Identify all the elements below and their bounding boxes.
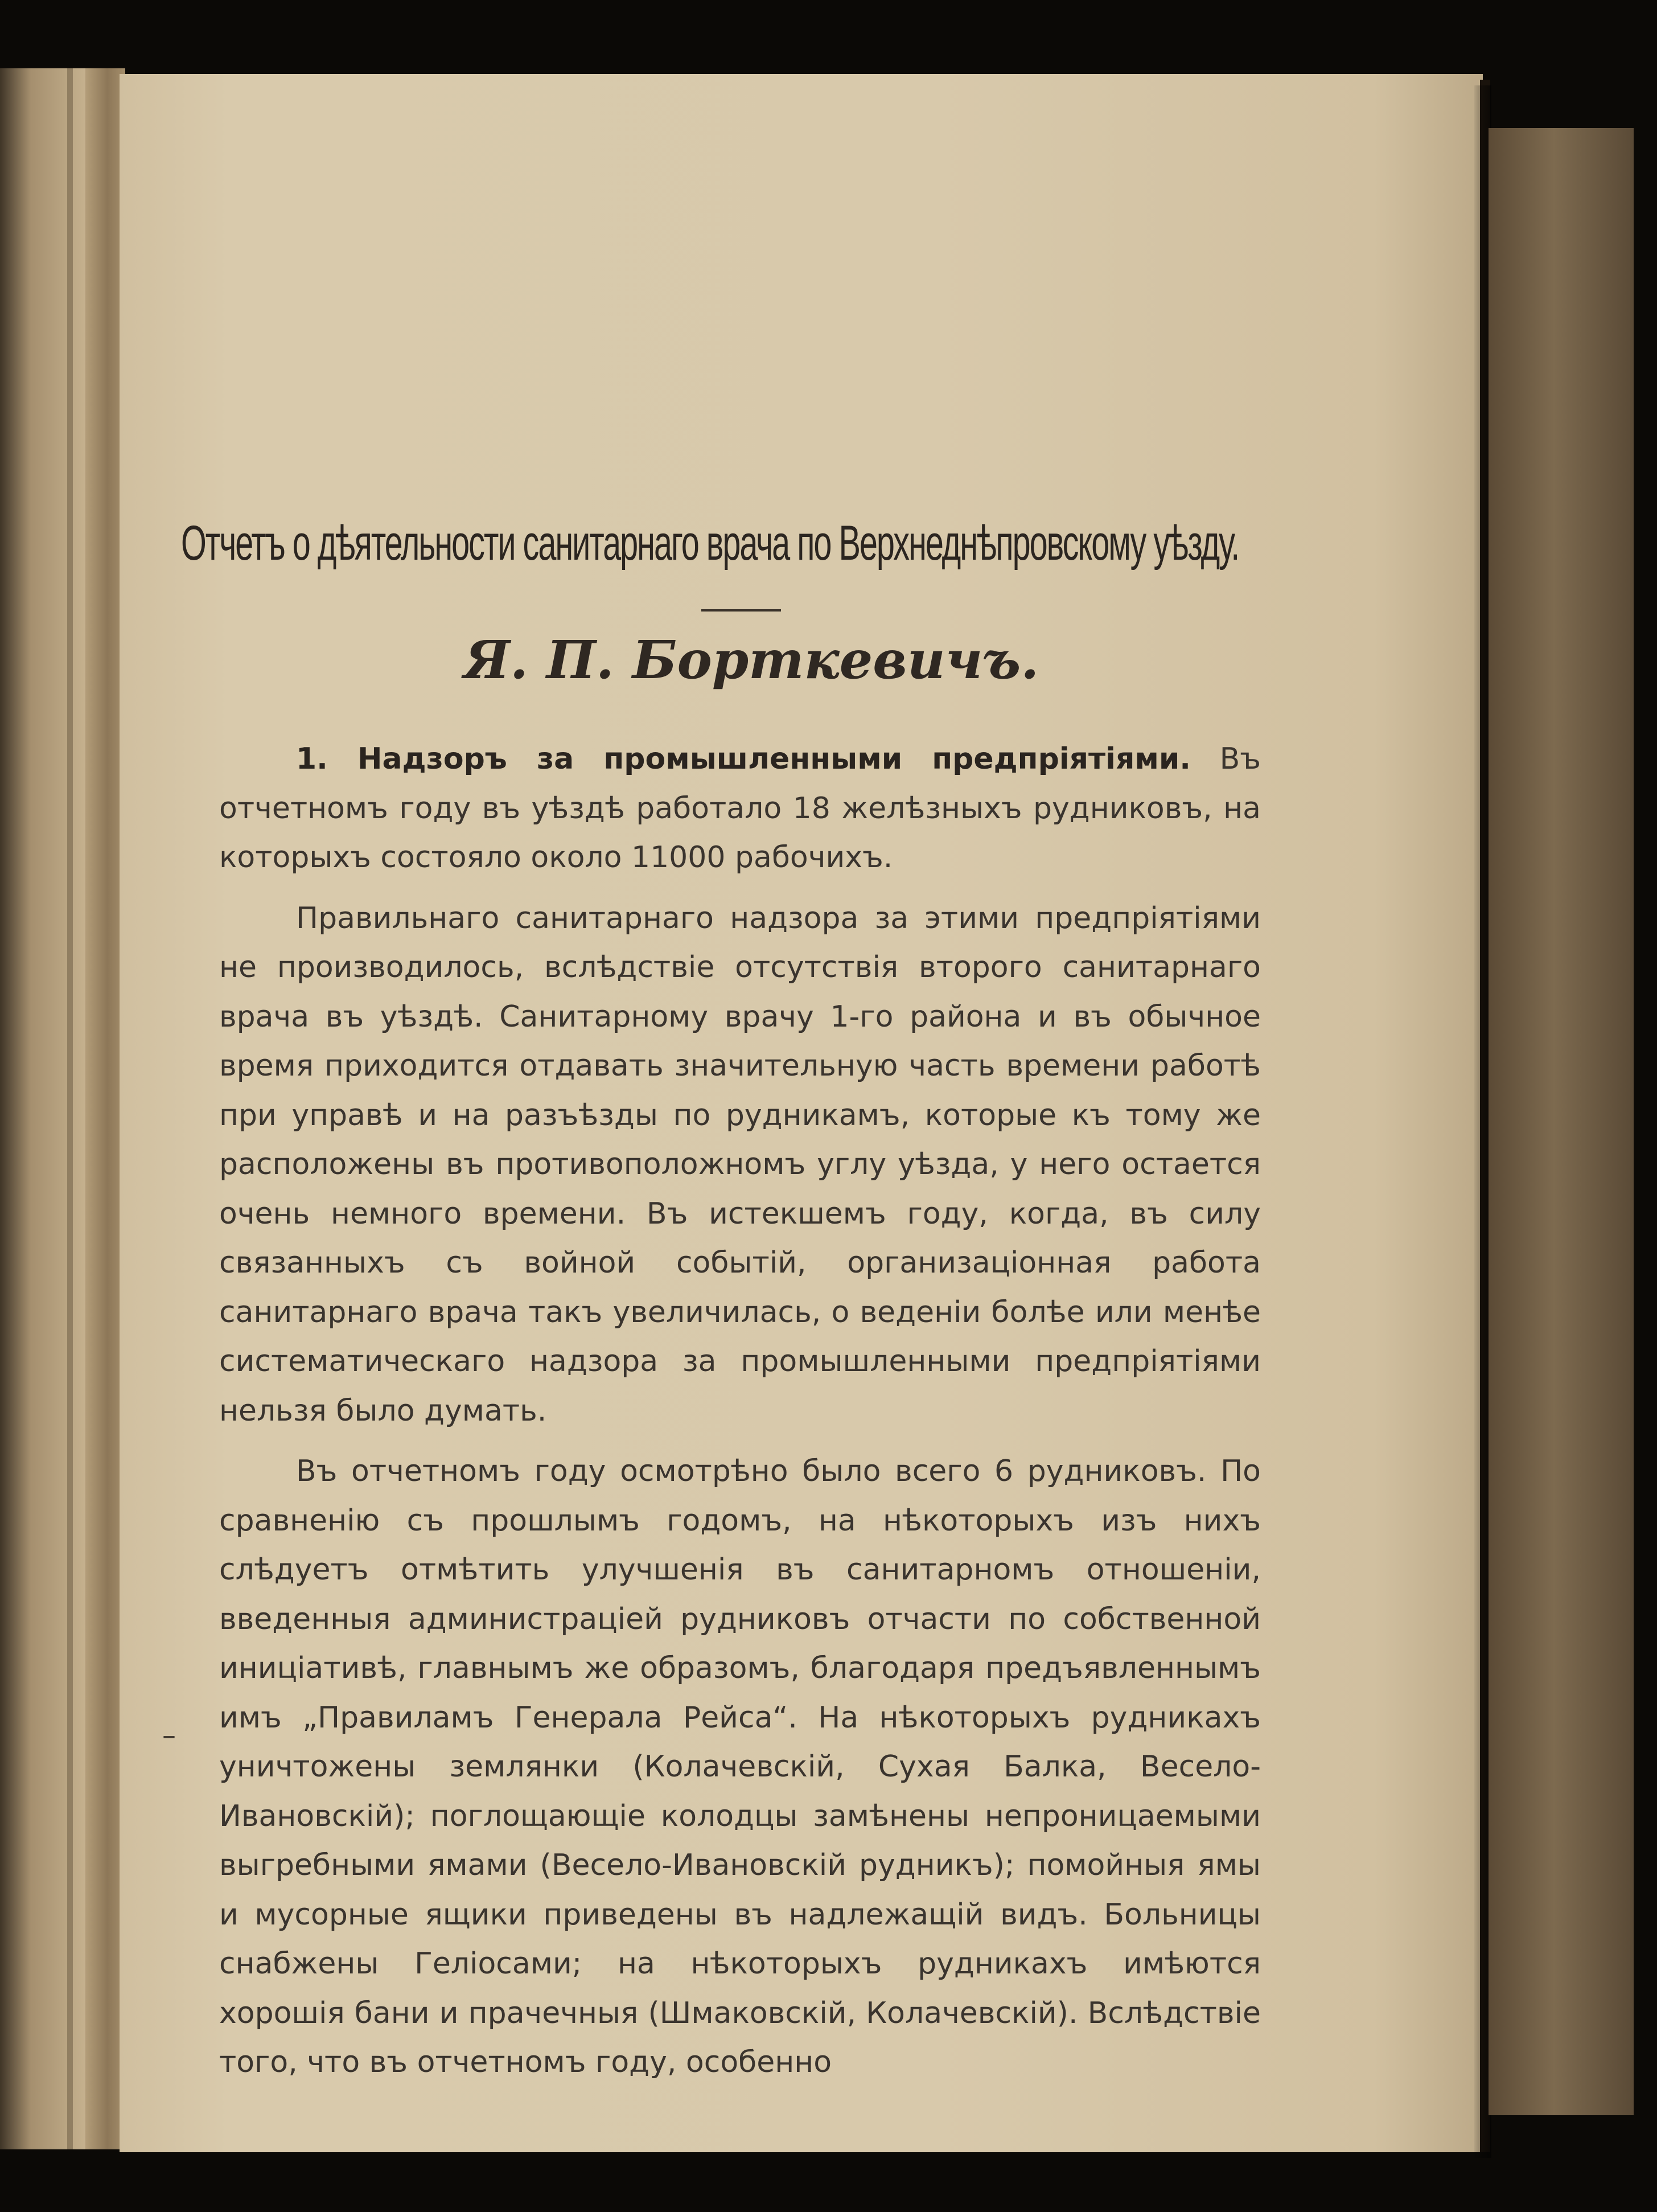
paragraph-3 (219, 1447, 1261, 2087)
right-page-stack (1489, 128, 1634, 2115)
paragraph-text: Въ отчетномъ году осмотрѣно было всего 6 рудниковъ. По сравненію съ прошлымъ годомъ, на нѣкоторыхъ изъ нихъ слѣдуетъ отмѣтить улучшенія въ санитарномъ отношеніи, введенныя администраціей рудниковъ отчасти по собственной иниціативѣ, главнымъ же образомъ, благодаря предъявленнымъ имъ „Правиламъ Генерала Рейса“. На нѣкоторыхъ рудникахъ уничтожены землянки (Колачевскій, Сухая Балка, Весело-Ивановскій); поглощающіе колодцы замѣнены непроницаемыми выгребными ямами (Весело-Ивановскій рудникъ); помойныя ямы и мусорные ящики приведены въ надлежащій видъ. Больницы снабжены Геліосами; на нѣкоторыхъ рудникахъ имѣются хорошія бани и прачечныя (Шмаковскій, Колачевскій). Вслѣдствіе того, что въ отчетномъ году, особенно (219, 1454, 1261, 2079)
margin-mark: – (162, 1719, 176, 1751)
paragraph-2 (219, 894, 1261, 1436)
section-heading: 1. Надзоръ за промышленными предпріятіями. (296, 742, 1191, 776)
body-text (219, 734, 1261, 2099)
paragraph-text: Въ отчетномъ году въ уѣздѣ работало 18 желѣзныхъ рудниковъ, на которыхъ состояло около 11000 рабочихъ. (219, 742, 1261, 875)
author-name: Я. П. Борткевичъ. (463, 629, 1039, 691)
paragraph-text: Правильнаго санитарнаго надзора за этими предпріятіями не производилось, вслѣдствіе отсутствія второго санитарнаго врача въ уѣздѣ. Санитарному врачу 1-го района и въ обычное время приходится отдавать значительную часть времени работѣ при управѣ и на разъѣзды по рудникамъ, которые къ тому же расположены въ противоположномъ углу уѣзда, у него остается очень немного времени. Въ истекшемъ году, когда, въ силу связанныхъ съ войной событій, организаціонная работа санитарнаго врача такъ увеличилась, о веденіи болѣе или менѣе систематическаго надзора за промышленными предпріятіями нельзя было думать. (219, 901, 1261, 1428)
title-divider (701, 609, 781, 612)
left-page-edge (67, 68, 73, 2149)
paragraph-1 (219, 734, 1261, 883)
document-title: Отчетъ о дѣятельности санитарнаго врача по Верхнеднѣпровскому уѣзду. (181, 516, 1239, 571)
